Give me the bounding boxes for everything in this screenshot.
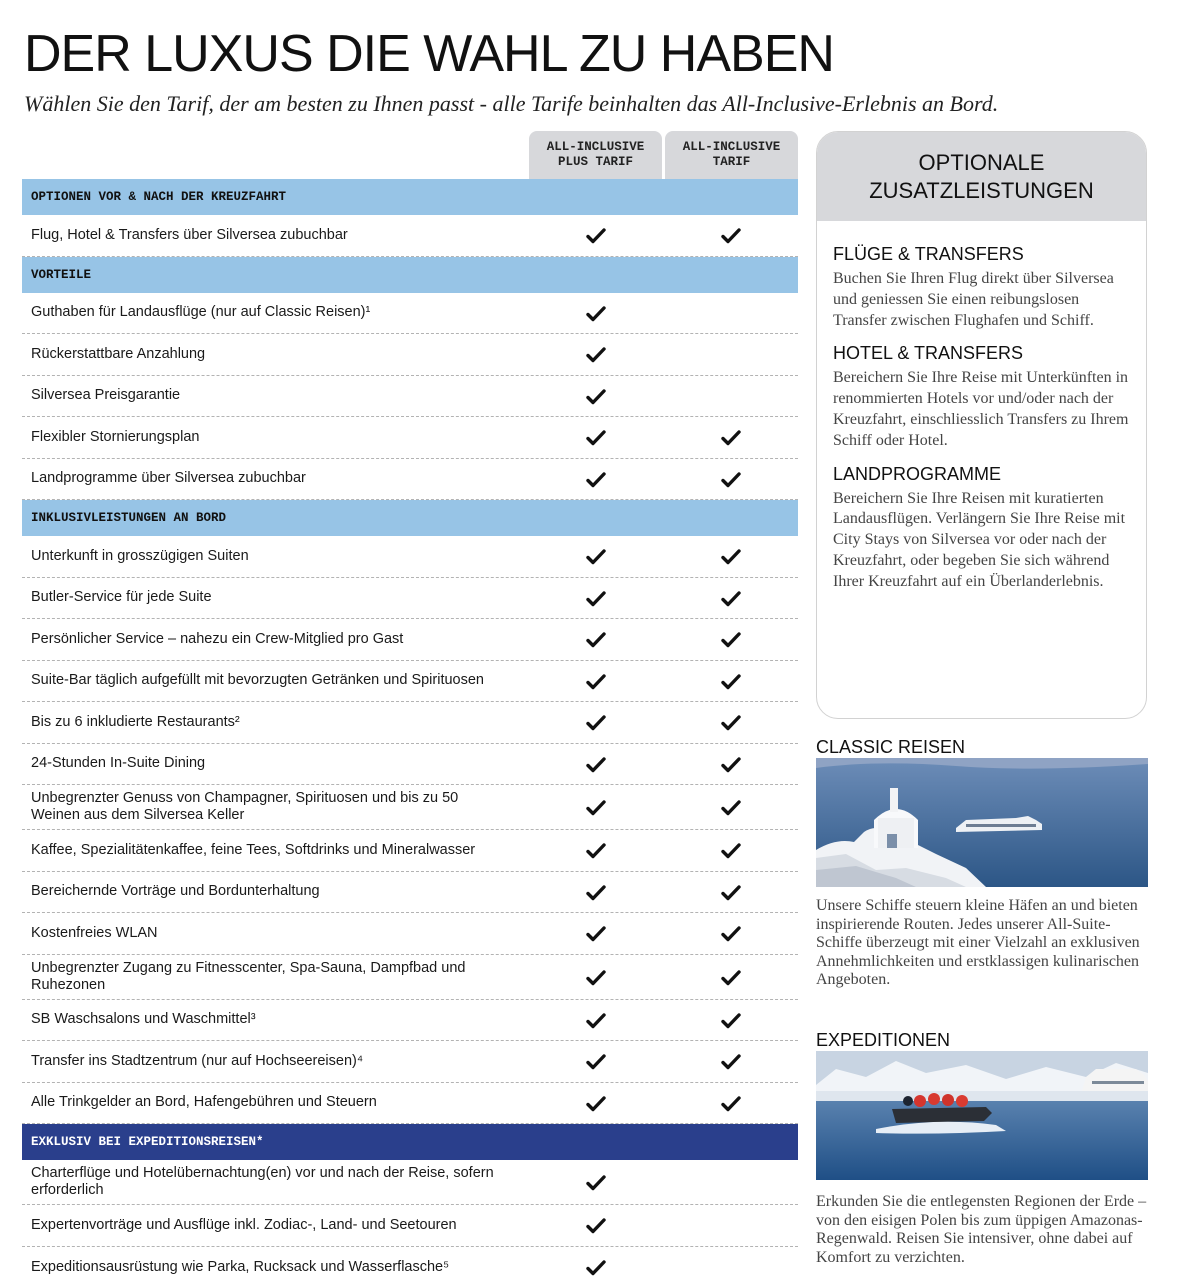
section-title: INKLUSIVLEISTUNGEN AN BORD xyxy=(31,511,226,525)
checkmark-icon xyxy=(721,1095,741,1113)
optional-services-box xyxy=(816,131,1147,719)
service-text: Bereichern Sie Ihre Reise mit Unterkünften in renommierten Hotels vor und/oder nach der Kreuzfahrt, einschliesslich Transfers zu Ihrem Schiff oder Hotel. xyxy=(833,368,1130,451)
table-row xyxy=(22,376,798,418)
checkmark-icon xyxy=(586,471,606,489)
expedition-text: Erkunden Sie die entlegensten Regionen der Erde – von den eisigen Polen bis zum üppigen Amazonas-Regenwald. Reisen Sie intensiver, ohne dabei auf Komfort zu verzichten. xyxy=(816,1193,1156,1267)
checkmark-icon xyxy=(586,1259,606,1277)
row-label: Landprogramme über Silversea zubuchbar xyxy=(22,470,501,487)
checkmark-icon xyxy=(721,631,741,649)
row-label: Unbegrenzter Genuss von Champagner, Spirituosen und bis zu 50 Weinen aus dem Silversea Keller xyxy=(22,790,501,824)
checkmark-icon xyxy=(586,429,606,447)
checkmark-icon xyxy=(721,714,741,732)
row-label: Butler-Service für jede Suite xyxy=(22,589,501,606)
page-title: DER LUXUS DIE WAHL ZU HABEN xyxy=(24,24,834,84)
checkmark-icon xyxy=(721,227,741,245)
column-header-base-fare xyxy=(665,131,798,179)
table-row xyxy=(22,334,798,376)
checkmark-icon xyxy=(586,1217,606,1235)
checkmark-icon xyxy=(586,884,606,902)
table-row xyxy=(22,619,798,661)
row-label: Alle Trinkgelder an Bord, Hafengebühren und Steuern xyxy=(22,1094,501,1111)
row-label: Flexibler Stornierungsplan xyxy=(22,429,501,446)
table-row xyxy=(22,215,798,257)
checkmark-icon xyxy=(586,346,606,364)
checkmark-icon xyxy=(721,1053,741,1071)
checkmark-icon xyxy=(586,969,606,987)
table-row xyxy=(22,872,798,914)
table-row xyxy=(22,293,798,335)
optional-services-title: OPTIONALE ZUSATZLEISTUNGEN xyxy=(869,149,1094,205)
row-label: Charterflüge und Hotelübernachtung(en) vor und nach der Reise, sofern erforderlich xyxy=(22,1165,501,1199)
table-row xyxy=(22,1083,798,1125)
service-title: FLÜGE & TRANSFERS xyxy=(833,243,1130,265)
section-title: OPTIONEN VOR & NACH DER KREUZFAHRT xyxy=(31,190,286,204)
checkmark-icon xyxy=(586,1012,606,1030)
row-label: Expertenvorträge und Ausflüge inkl. Zodiac-, Land- und Seetouren xyxy=(22,1217,501,1234)
service-title: LANDPROGRAMME xyxy=(833,463,1130,485)
row-label: Kaffee, Spezialitätenkaffee, feine Tees, Softdrinks und Mineralwasser xyxy=(22,842,501,859)
row-label: Rückerstattbare Anzahlung xyxy=(22,346,501,363)
checkmark-icon xyxy=(586,799,606,817)
checkmark-icon xyxy=(721,1012,741,1030)
table-row xyxy=(22,1160,798,1205)
table-row xyxy=(22,702,798,744)
checkmark-icon xyxy=(586,388,606,406)
checkmark-icon xyxy=(586,548,606,566)
row-label: Unterkunft in grosszügigen Suiten xyxy=(22,548,501,565)
row-label: Unbegrenzter Zugang zu Fitnesscenter, Spa-Sauna, Dampfbad und Ruhezonen xyxy=(22,960,501,994)
row-label: SB Waschsalons und Waschmittel³ xyxy=(22,1011,501,1028)
section-header-expedition xyxy=(22,1124,798,1160)
section-header-pre-post xyxy=(22,179,798,215)
section-title: EXKLUSIV BEI EXPEDITIONSREISEN* xyxy=(31,1135,264,1149)
classic-photo-illustration xyxy=(816,758,1148,887)
table-row xyxy=(22,913,798,955)
table-row xyxy=(22,578,798,620)
service-hotel xyxy=(817,342,1146,451)
section-title: VORTEILE xyxy=(31,268,91,282)
table-row xyxy=(22,417,798,459)
row-label: Bereichernde Vorträge und Bordunterhaltung xyxy=(22,883,501,900)
row-label: Silversea Preisgarantie xyxy=(22,387,501,404)
row-label: Persönlicher Service – nahezu ein Crew-Mitglied pro Gast xyxy=(22,631,501,648)
classic-title: CLASSIC REISEN xyxy=(816,736,965,758)
checkmark-icon xyxy=(586,756,606,774)
checkmark-icon xyxy=(586,227,606,245)
table-row xyxy=(22,661,798,703)
service-flights xyxy=(817,243,1146,331)
table-row xyxy=(22,1000,798,1042)
checkmark-icon xyxy=(586,631,606,649)
checkmark-icon xyxy=(721,799,741,817)
table-row xyxy=(22,1247,798,1288)
row-label: Suite-Bar täglich aufgefüllt mit bevorzugten Getränken und Spirituosen xyxy=(22,672,501,689)
checkmark-icon xyxy=(721,969,741,987)
checkmark-icon xyxy=(586,925,606,943)
checkmark-icon xyxy=(586,714,606,732)
row-label: Flug, Hotel & Transfers über Silversea zubuchbar xyxy=(22,227,501,244)
classic-photo xyxy=(816,758,1148,887)
checkmark-icon xyxy=(721,673,741,691)
checkmark-icon xyxy=(586,1174,606,1192)
table-row xyxy=(22,1205,798,1247)
row-label: Kostenfreies WLAN xyxy=(22,925,501,942)
table-row xyxy=(22,744,798,786)
checkmark-icon xyxy=(721,590,741,608)
checkmark-icon xyxy=(586,1095,606,1113)
checkmark-icon xyxy=(721,548,741,566)
checkmark-icon xyxy=(586,305,606,323)
service-text: Buchen Sie Ihren Flug direkt über Silversea und geniessen Sie einen reibungslosen Transfer zwischen Flughafen und Schiff. xyxy=(833,269,1130,331)
checkmark-icon xyxy=(721,884,741,902)
table-row xyxy=(22,536,798,578)
row-label: Transfer ins Stadtzentrum (nur auf Hochseereisen)⁴ xyxy=(22,1053,501,1070)
section-header-benefits xyxy=(22,257,798,293)
checkmark-icon xyxy=(721,756,741,774)
table-row xyxy=(22,830,798,872)
column-header-plus-fare xyxy=(529,131,662,179)
service-land-programs xyxy=(817,463,1146,593)
table-row xyxy=(22,1041,798,1083)
checkmark-icon xyxy=(721,471,741,489)
table-row xyxy=(22,955,798,1000)
classic-text: Unsere Schiffe steuern kleine Häfen an und bieten inspirierende Routen. Jedes unserer All-Suite-Schiffe überzeugt mit einer Vielzahl an exklusiven Annehmlichkeiten und erstklassigen kulinarischen Angeboten. xyxy=(816,897,1156,990)
checkmark-icon xyxy=(586,590,606,608)
expedition-photo xyxy=(816,1051,1148,1180)
table-row xyxy=(22,459,798,501)
row-label: Guthaben für Landausflüge (nur auf Classic Reisen)¹ xyxy=(22,304,501,321)
page-subtitle: Wählen Sie den Tarif, der am besten zu Ihnen passt - alle Tarife beinhalten das All-Inclusive-Erlebnis an Bord. xyxy=(24,90,998,118)
row-label: Bis zu 6 inkludierte Restaurants² xyxy=(22,714,501,731)
row-label: Expeditionsausrüstung wie Parka, Rucksack und Wasserflasche⁵ xyxy=(22,1259,501,1276)
checkmark-icon xyxy=(721,842,741,860)
optional-services-header xyxy=(817,132,1146,221)
column-header-base-label: ALL-INCLUSIVE TARIF xyxy=(683,140,781,170)
checkmark-icon xyxy=(721,429,741,447)
column-header-plus-label: ALL-INCLUSIVE PLUS TARIF xyxy=(547,140,645,170)
row-label: 24-Stunden In-Suite Dining xyxy=(22,755,501,772)
service-title: HOTEL & TRANSFERS xyxy=(833,342,1130,364)
checkmark-icon xyxy=(586,673,606,691)
service-text: Bereichern Sie Ihre Reisen mit kuratierten Landausflügen. Verlängern Sie Ihre Reise mit City Stays von Silversea vor oder nach der Kreuzfahrt, oder begeben Sie sich während Ihrer Kreuzfahrt auf ein Überlanderlebnis. xyxy=(833,489,1130,593)
expedition-photo-illustration xyxy=(816,1051,1148,1180)
section-header-onboard xyxy=(22,500,798,536)
fare-comparison-table xyxy=(22,179,798,1288)
checkmark-icon xyxy=(721,925,741,943)
expedition-title: EXPEDITIONEN xyxy=(816,1029,950,1051)
checkmark-icon xyxy=(586,842,606,860)
checkmark-icon xyxy=(586,1053,606,1071)
table-row xyxy=(22,785,798,830)
